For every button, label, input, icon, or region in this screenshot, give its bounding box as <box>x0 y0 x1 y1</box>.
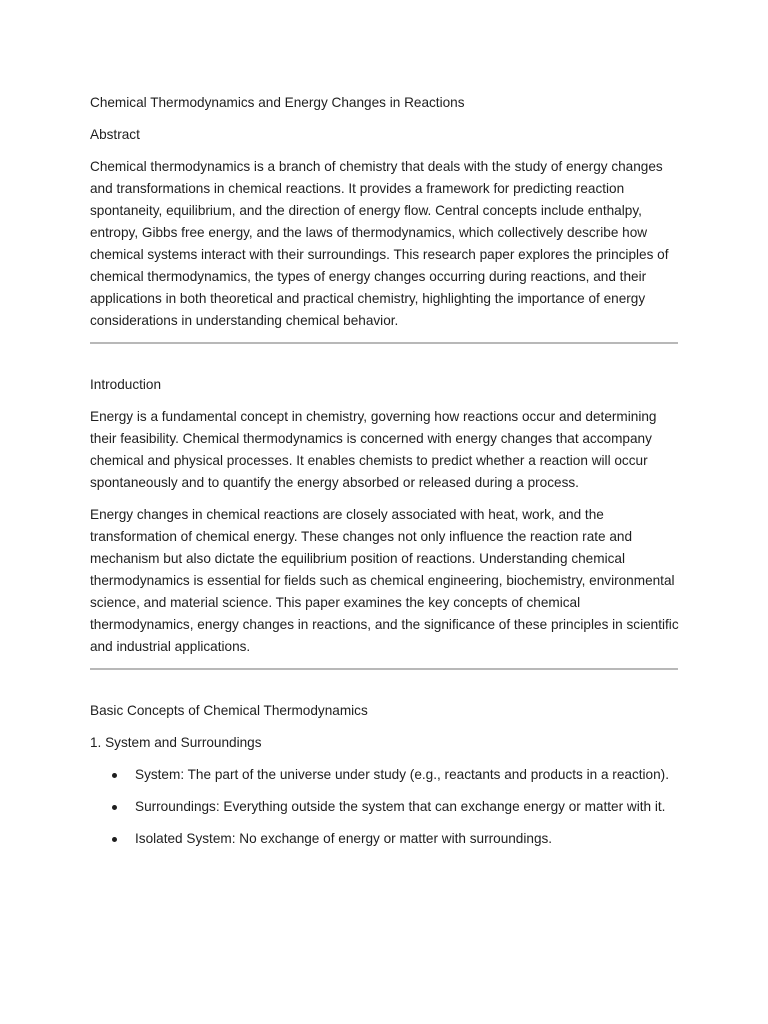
introduction-paragraph: Energy changes in chemical reactions are closely associated with heat, work, and the transformation of chemical energy. These changes not only influence the reaction rate and mechanism but also dictate the equilibrium position of reactions. Understanding chemical thermodynamics is essential for fields such as chemical engineering, biochemistry, environmental science, and material science. This paper examines the key concepts of chemical thermodynamics, energy changes in reactions, and the significance of these principles in scientific and industrial applications. <box>90 507 679 654</box>
bullet-icon <box>112 805 117 810</box>
document-title: Chemical Thermodynamics and Energy Changes in Reactions <box>90 95 465 110</box>
introduction-paragraph: Energy is a fundamental concept in chemistry, governing how reactions occur and determining their feasibility. Chemical thermodynamics is concerned with energy changes that accompany chemical and physical processes. It enables chemists to predict whether a reaction will occur spontaneously and to quantify the energy absorbed or released during a process. <box>90 409 657 490</box>
list-item-text: System: The part of the universe under study (e.g., reactants and products in a reaction). <box>135 767 669 782</box>
list-item-text: Surroundings: Everything outside the system that can exchange energy or matter with it. <box>135 799 666 814</box>
list-item-text: Isolated System: No exchange of energy or matter with surroundings. <box>135 831 553 846</box>
basic-concepts-heading: Basic Concepts of Chemical Thermodynamics <box>90 703 368 718</box>
introduction-heading: Introduction <box>90 377 162 392</box>
section-divider <box>90 668 678 670</box>
abstract-heading: Abstract <box>90 127 140 142</box>
system-surroundings-subheading: 1. System and Surroundings <box>90 735 262 750</box>
list-item <box>90 796 680 818</box>
list-item <box>90 828 680 850</box>
document-content <box>90 92 680 850</box>
concepts-bullet-list <box>90 764 680 850</box>
list-item <box>90 764 680 786</box>
section-divider <box>90 342 678 344</box>
bullet-icon <box>112 837 117 842</box>
bullet-icon <box>112 773 117 778</box>
abstract-paragraph: Chemical thermodynamics is a branch of chemistry that deals with the study of energy changes and transformations in chemical reactions. It provides a framework for predicting reaction spontaneity, equilibrium, and the direction of energy flow. Central concepts include enthalpy, entropy, Gibbs free energy, and the laws of thermodynamics, which collectively describe how chemical systems interact with their surroundings. This research paper explores the principles of chemical thermodynamics, the types of energy changes occurring during reactions, and their applications in both theoretical and practical chemistry, highlighting the importance of energy considerations in understanding chemical behavior. <box>90 159 669 328</box>
